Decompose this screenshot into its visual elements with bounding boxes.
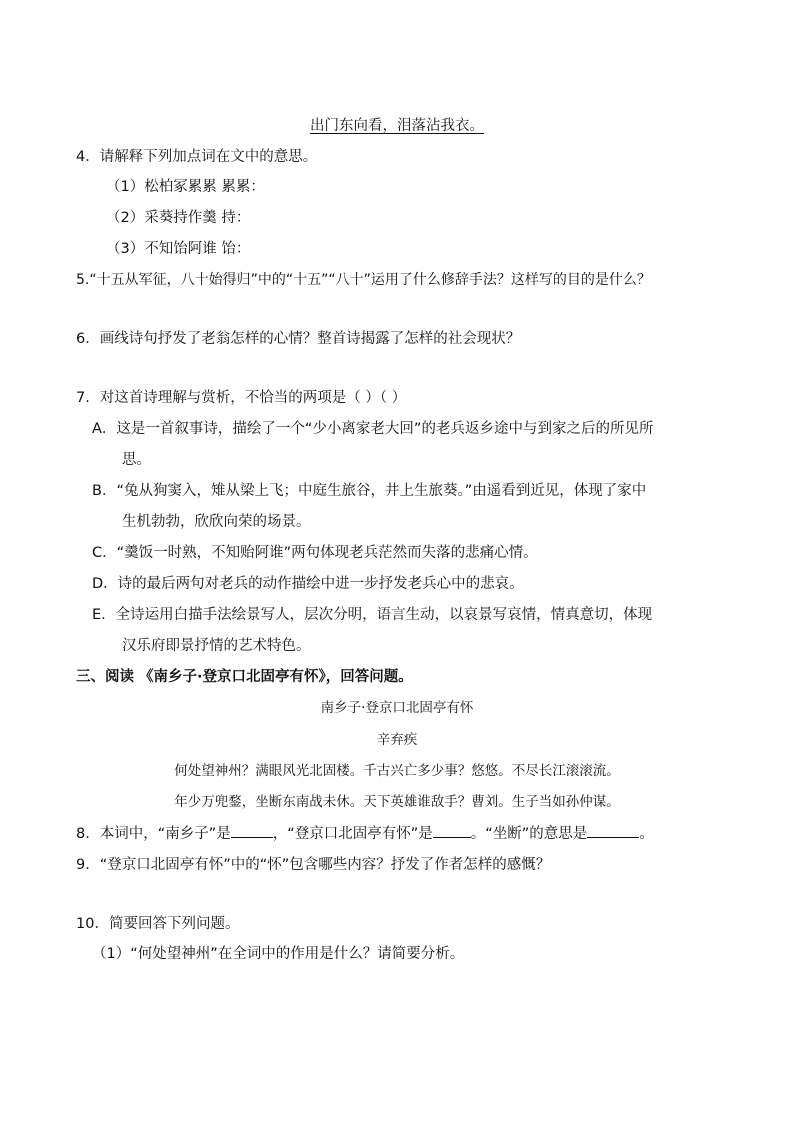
question-4-stem: 4．请解释下列加点词在文中的意思。 [76,149,318,165]
option-b-line-2: 生机勃勃，欣欣向荣的场景。 [122,514,311,530]
question-8 [76,823,654,844]
option-e-line-2: 汉乐府即景抒情的艺术特色。 [122,638,311,654]
option-a-line-1: A．这是一首叙事诗，描绘了一个“少小离家老大回”的老兵返乡途中与到家之后的所见所 [92,421,654,437]
option-d: D．诗的最后两句对老兵的动作描绘中进一步抒发老兵心中的悲哀。 [92,576,524,592]
option-b-line-1: B．“兔从狗窦入，雉从梁上飞；中庭生旅谷，井上生旅葵。”由遥看到近见，体现了家中 [92,483,647,499]
question-10-sub-1: （1）“何处望神州”在全词中的作用是什么？请简要分析。 [92,946,465,962]
poem-line-2: 年少万兜鍪，坐断东南战未休。天下英雄谁敌手？曹刘。生子当如孙仲谋。 [174,794,620,810]
question-4-item-3: （3）不知饴阿谁 饴： [106,241,251,257]
poem-title: 南乡子·登京口北固亭有怀 [320,700,474,716]
question-10-stem: 10．简要回答下列问题。 [76,916,240,932]
question-4-item-2: （2）采葵持作羹 持： [106,210,251,226]
question-4-item-1: （1）松柏冢累累 累累： [106,179,265,195]
question-5: 5.“十五从军征，八十始得归”中的“十五”“八十”运用了什么修辞手法？这样写的目的是什么？ [76,272,651,288]
answer-blank-1[interactable] [231,823,273,838]
option-a-line-2: 思。 [122,452,151,468]
question-7-stem: 7．对这首诗理解与赏析，不恰当的两项是（ ）（ ） [76,390,407,406]
question-8-part-2: ，“登京口北固亭有怀”是 [272,826,433,842]
question-8-part-4: 。 [639,826,654,842]
option-e-line-1: E．全诗运用白描手法绘景写人，层次分明，语言生动，以哀景写哀情，情真意切，体现 [92,607,653,623]
section-3-heading: 三、阅读 《南乡子·登京口北固亭有怀》，回答问题。 [76,669,413,685]
option-c: C．“羹饭一时熟，不知贻阿谁”两句体现老兵茫然而失落的悲痛心情。 [92,545,538,561]
question-8-part-1: 8．本词中，“南乡子”是 [76,826,231,842]
answer-blank-3[interactable] [587,823,639,838]
question-8-part-3: 。“坐断”的意思是 [470,826,588,842]
question-9: 9．“登京口北固亭有怀”中的“怀”包含哪些内容？抒发了作者怎样的感慨？ [76,857,551,873]
answer-blank-2[interactable] [433,823,471,838]
poem-line-1: 何处望神州？满眼风光北固楼。千古兴亡多少事？悠悠。不尽长江滚滚流。 [174,763,620,779]
question-6: 6．画线诗句抒发了老翁怎样的心情？整首诗揭露了怎样的社会现状？ [76,331,521,347]
poem-underlined-line: 出门东向看，泪落沾我衣。 [310,118,484,134]
poem-author: 辛弃疾 [376,732,418,748]
